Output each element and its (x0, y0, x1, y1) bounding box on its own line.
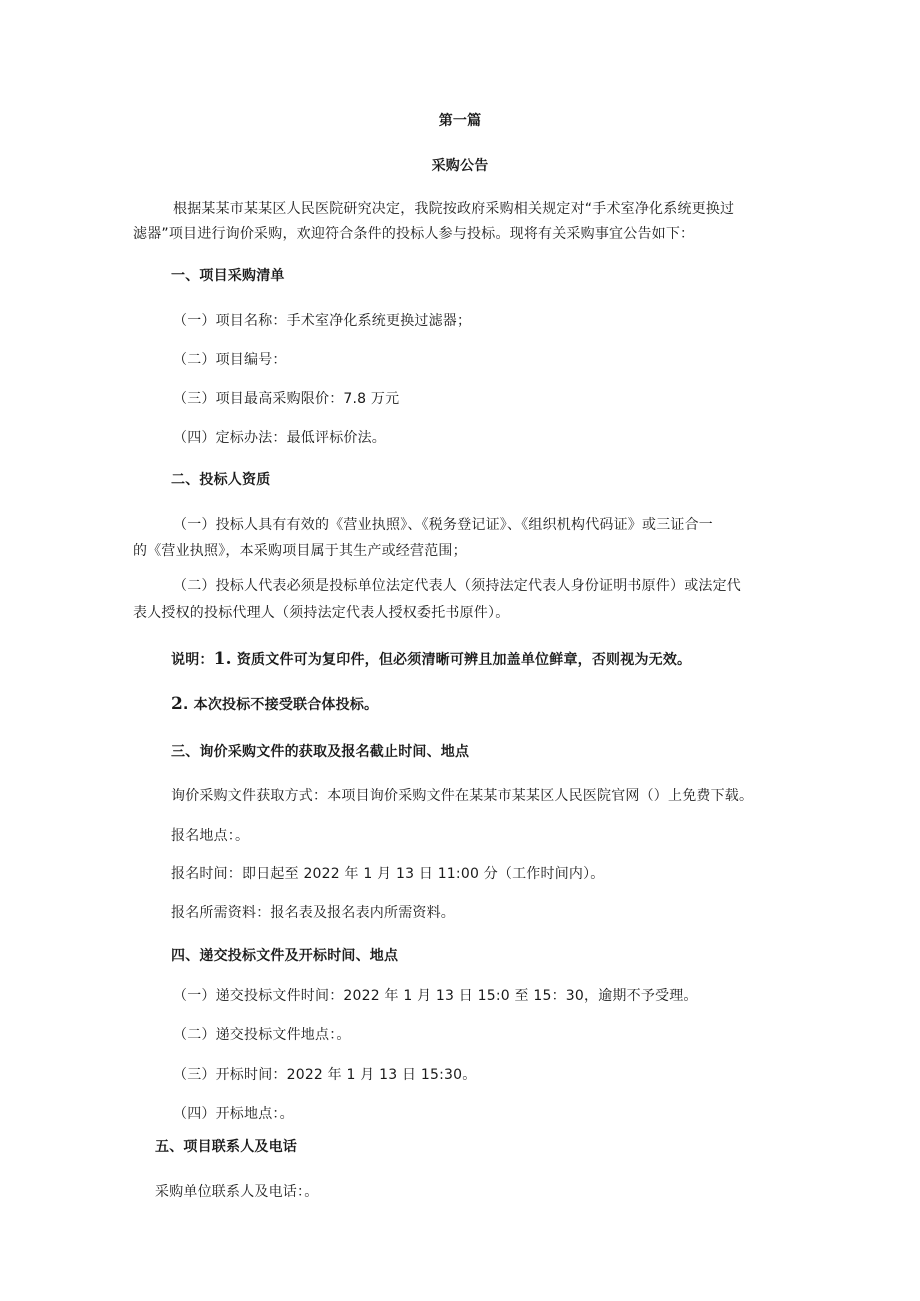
list-item: （一）项目名称：手术室净化系统更换过滤器； (173, 313, 472, 329)
qualification-paragraph-line: （二）投标人代表必须是投标单位法定代表人（须持法定代表人身份证明书原件）或法定代 (173, 578, 741, 594)
list-item: （三）开标时间：2022 年 1 月 13 日 15:30。 (173, 1067, 477, 1083)
note-text: 资质文件可为复印件，但必须清晰可辨且加盖单位鲜章，否则视为无效。 (231, 652, 692, 668)
note-prefix: 说明： (171, 652, 214, 668)
list-item: （二）递交投标文件地点：。 (173, 1027, 351, 1043)
section-heading-contacts: 五、项目联系人及电话 (155, 1139, 297, 1155)
qualification-paragraph-line: （一）投标人具有有效的《营业执照》、《税务登记证》、《组织机构代码证》或三证合一 (173, 517, 713, 533)
note-line-1 (171, 649, 691, 670)
part-title: 第一篇 (438, 113, 482, 129)
list-item: （四）定标办法：最低评标价法。 (173, 430, 386, 446)
list-item: 报名所需资料：报名表及报名表内所需资料。 (171, 905, 455, 921)
qualification-paragraph-line: 表人授权的投标代理人（须持法定代表人授权委托书原件）。 (133, 605, 510, 621)
note-line-2 (171, 694, 378, 715)
list-item: （四）开标地点：。 (173, 1106, 294, 1122)
list-item: 报名时间：即日起至 2022 年 1 月 13 日 11:00 分（工作时间内）。 (171, 866, 605, 882)
section-heading-submission: 四、递交投标文件及开标时间、地点 (171, 948, 399, 964)
list-item: 报名地点：。 (171, 828, 250, 844)
qualification-paragraph-line: 的《营业执照》，本采购项目属于其生产或经营范围； (133, 543, 467, 559)
list-item: 询价采购文件获取方式：本项目询价采购文件在某某市某某区人民医院官网（）上免费下载。 (171, 788, 754, 804)
list-item: （二）项目编号： (173, 352, 287, 368)
section-heading-documents: 三、询价采购文件的获取及报名截止时间、地点 (171, 744, 470, 760)
note-text: . 本次投标不接受联合体投标。 (183, 697, 379, 713)
page-title: 采购公告 (431, 158, 489, 174)
list-item: 采购单位联系人及电话：。 (155, 1184, 319, 1200)
note-number: 2 (171, 694, 184, 714)
note-number: 1. (213, 649, 232, 669)
intro-paragraph-line: 根据某某市某某区人民医院研究决定，我院按政府采购相关规定对“手术室净化系统更换过 (173, 201, 735, 217)
list-item: （一）递交投标文件时间：2022 年 1 月 13 日 15:0 至 15：30，逾期不予受理。 (173, 988, 698, 1004)
section-heading-qualifications: 二、投标人资质 (171, 472, 271, 488)
section-heading-procurement-list: 一、项目采购清单 (171, 268, 285, 284)
intro-paragraph-line: 滤器”项目进行询价采购，欢迎符合条件的投标人参与投标。现将有关采购事宜公告如下： (133, 226, 695, 242)
list-item: （三）项目最高采购限价：7.8 万元 (173, 391, 400, 407)
